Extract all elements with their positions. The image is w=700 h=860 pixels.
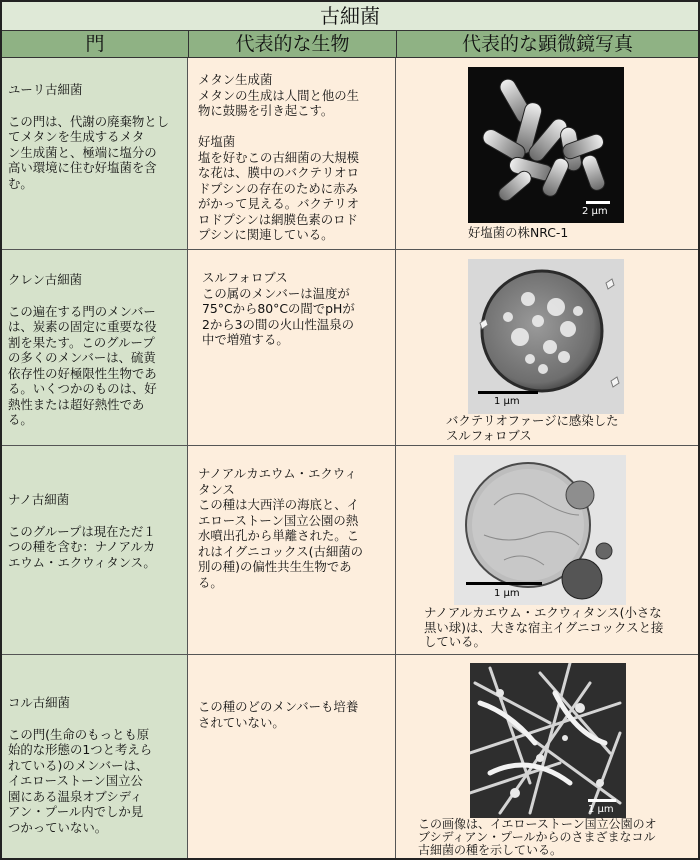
phylum-description: このグループは現在ただ１ つの種を含む：ナノアルカ エウム・エクウィタンス。 [8, 523, 156, 570]
scale-bar [586, 201, 610, 204]
micrograph-caption: ナノアルカエウム・エクウィタンス(小さな 黒い球)は、大きな宿主イグニコックスと接 している。 [424, 605, 664, 649]
header-organisms: 代表的な生物 [189, 31, 397, 58]
host-cell-micrograph [454, 455, 626, 605]
phylum-cell [2, 250, 188, 445]
phylum-name: ナノ古細菌 [8, 492, 70, 507]
organism-text: この種のどのメンバーも培養 されていない。 [198, 699, 359, 730]
header-micrographs: 代表的な顕微鏡写真 [397, 31, 698, 58]
phylum-name: クレン古細菌 [8, 272, 83, 287]
table-row [2, 446, 698, 655]
filament-mat-micrograph [470, 663, 626, 818]
organism-cell [188, 58, 396, 249]
organism-cell [188, 250, 396, 445]
micrograph-cell [396, 446, 698, 654]
phylum-description: この遍在する門のメンバー は、炭素の固定に重要な役 割を果たす。このグループ の多くのメンバーは、硫黄 依存性の好極限性生物であ る。いくつかのものは、好 熱性または超好熱性であ る。 [8, 303, 157, 427]
phylum-cell [2, 58, 188, 249]
organism-text: メタン生成菌 メタンの生成は人間と他の生 物に鼓腸を引き起こす。 好塩菌 塩を好むこの古細菌の大規模 な花は、膜中のバクテリオロ ドプシンの存在のために赤み がかって見える。バクテリオ ロドプシンは網膜色素のロド プシンに関連している。 [198, 72, 360, 242]
table-row [2, 58, 698, 250]
table-row [2, 655, 698, 858]
phylum-description: この門(生命のもっとも原 始的な形態の1つと考えら れている)のメンバーは、 イエローストーン国立公 園にある温泉オブシディ アン・プール内でしか見 つかっていない。 [8, 726, 153, 835]
micrograph-cell [396, 58, 698, 249]
micrograph-cell [396, 250, 698, 445]
organism-cell [188, 446, 396, 654]
micrograph-caption: この画像は、イエローストーン国立公園のオ ブシディアン・プールからのさまざまなコル 古細菌の種を示している。 [418, 817, 657, 857]
scale-label: 1 μm [494, 396, 520, 407]
scale-bar [588, 799, 616, 802]
header-phylum: 門 [2, 31, 189, 58]
spherical-cell-micrograph [468, 259, 624, 414]
table-title: 古細菌 [2, 2, 698, 31]
scale-label: 1 μm [588, 804, 614, 815]
phylum-name: コル古細菌 [8, 695, 70, 710]
phylum-cell [2, 446, 188, 654]
micrograph-caption: 好塩菌の株NRC-1 [468, 225, 569, 240]
scale-bar [466, 582, 542, 585]
phylum-name: ユーリ古細菌 [8, 82, 83, 97]
rod-bacteria-micrograph [468, 67, 624, 223]
organism-text: ナノアルカエウム・エクウィ タンス この種は大西洋の海底と、イ エローストーン国立公園の熱 水噴出孔から単離された。こ れはイグニコックス(古細菌の 別の種)の偏性共生生物であ る。 [198, 466, 364, 590]
micrograph-caption: バクテリオファージに感染した スルフォロブス [446, 413, 619, 443]
organism-text: スルフォロブス この属のメンバーは温度が 75°Cから80°Cの間でpHが 2から3の間の火山性温泉の 中で増殖する。 [202, 270, 355, 347]
organism-cell [188, 655, 396, 858]
scale-bar [478, 391, 538, 394]
scale-label: 1 μm [494, 588, 520, 599]
phylum-description: この門は、代謝の廃棄物とし てメタンを生成するメタ ン生成菌と、極端に塩分の 高い環境に住む好塩菌を含 む。 [8, 113, 170, 191]
micrograph-cell [396, 655, 698, 858]
table-row [2, 250, 698, 446]
scale-label: 2 μm [582, 206, 608, 217]
phylum-cell [2, 655, 188, 858]
